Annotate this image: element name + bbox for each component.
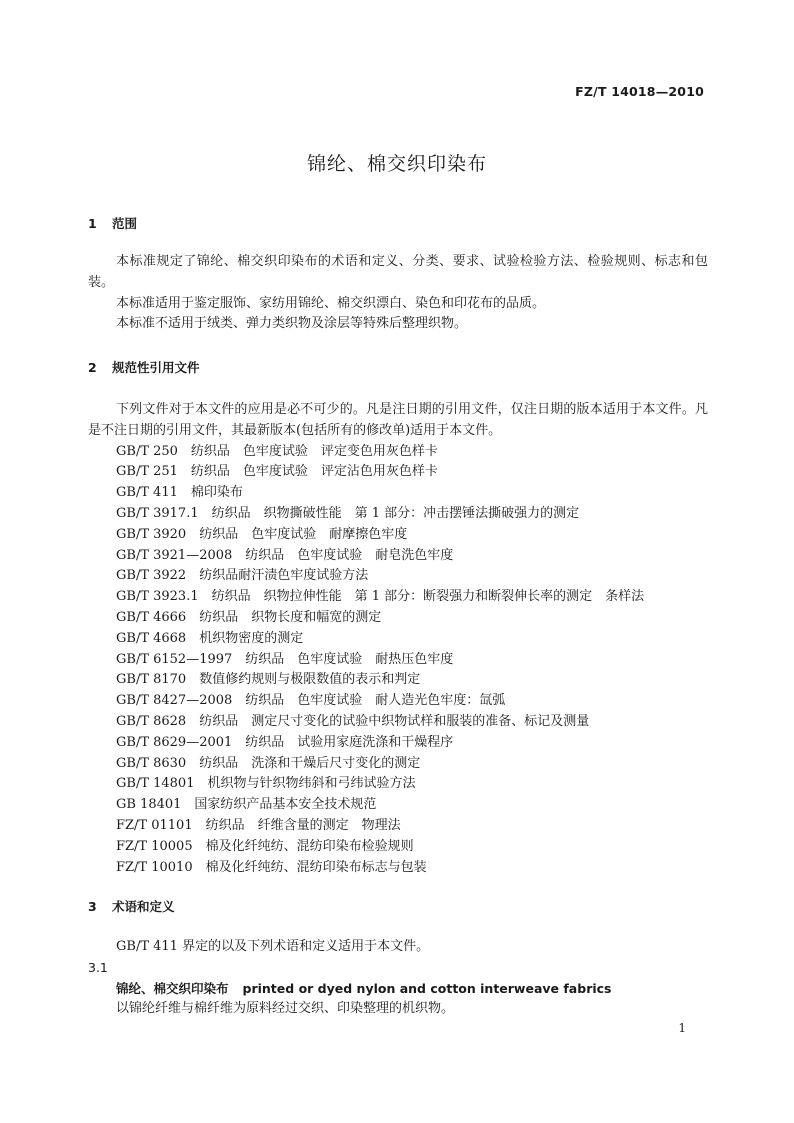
reference-item: GB/T 4668 机织物密度的测定 — [116, 630, 304, 646]
section-number: 2 — [88, 360, 97, 375]
reference-item: GB 18401 国家纺织产品基本安全技术规范 — [116, 797, 377, 813]
section-title: 范围 — [112, 216, 138, 231]
section-heading — [88, 358, 708, 379]
section-title: 规范性引用文件 — [112, 360, 200, 375]
standard-number: FZ/T 14018—2010 — [575, 84, 704, 99]
reference-item: GB/T 8630 纺织品 洗涤和干燥后尺寸变化的测定 — [116, 755, 421, 771]
section-title: 术语和定义 — [112, 899, 175, 914]
reference-item: GB/T 250 纺织品 色牢度试验 评定变色用灰色样卡 — [116, 443, 438, 459]
section-scope-body — [88, 252, 708, 335]
reference-item: FZ/T 10010 棉及化纤纯纺、混纺印染布标志与包装 — [116, 859, 427, 875]
section-heading — [88, 897, 708, 918]
reference-item: GB/T 411 棉印染布 — [116, 485, 243, 501]
term-english: printed or dyed nylon and cotton interweave fabrics — [242, 980, 612, 996]
reference-item: GB/T 3921—2008 纺织品 色牢度试验 耐皂洗色牢度 — [116, 547, 454, 563]
reference-item: GB/T 4666 纺织品 织物长度和幅宽的测定 — [116, 609, 382, 625]
reference-item: GB/T 6152—1997 纺织品 色牢度试验 耐热压色牢度 — [116, 651, 454, 667]
paragraph: 本标准适用于鉴定服饰、家纺用锦纶、棉交织漂白、染色和印花布的品质。 — [116, 295, 546, 311]
paragraph: 本标准规定了锦纶、棉交织印染布的术语和定义、分类、要求、试验检验方法、检验规则、标志和包装。 — [88, 254, 708, 290]
reference-item: GB/T 3917.1 纺织品 织物撕破性能 第 1 部分：冲击摆锤法撕破强力的测定 — [116, 505, 580, 521]
term-definition: 以锦纶纤维与棉纤维为原料经过交织、印染整理的机织物。 — [116, 1001, 455, 1017]
section-heading — [88, 214, 708, 235]
reference-item: GB/T 8170 数值修约规则与极限数值的表示和判定 — [116, 672, 421, 688]
document-title: 锦纶、棉交织印染布 — [306, 153, 487, 175]
term-title — [88, 979, 708, 1000]
reference-item: FZ/T 10005 棉及化纤纯纺、混纺印染布检验规则 — [116, 838, 414, 854]
section-scope — [88, 214, 708, 235]
section-number: 3 — [88, 899, 97, 914]
section-terms-definitions-body — [88, 937, 708, 1020]
reference-item: FZ/T 01101 纺织品 纤维含量的测定 物理法 — [116, 817, 401, 833]
reference-item: GB/T 251 纺织品 色牢度试验 评定沾色用灰色样卡 — [116, 464, 438, 480]
reference-item: GB/T 3920 纺织品 色牢度试验 耐摩擦色牢度 — [116, 526, 408, 542]
section-normative-references — [88, 358, 708, 379]
section-normative-references-body — [88, 400, 708, 878]
paragraph: 下列文件对于本文件的应用是必不可少的。凡是注日期的引用文件，仅注日期的版本适用于本文件。凡是不注日期的引用文件，其最新版本(包括所有的修改单)适用于本文件。 — [88, 402, 708, 438]
reference-item: GB/T 3922 纺织品耐汗渍色牢度试验方法 — [116, 568, 369, 584]
reference-item: GB/T 8628 纺织品 测定尺寸变化的试验中织物试样和服装的准备、标记及测量 — [116, 713, 590, 729]
page-number: 1 — [678, 1021, 686, 1035]
section-terms-definitions — [88, 897, 708, 918]
reference-item: GB/T 8629—2001 纺织品 试验用家庭洗涤和干燥程序 — [116, 734, 454, 750]
term-number: 3.1 — [88, 959, 108, 975]
term-chinese: 锦纶、棉交织印染布 — [116, 980, 229, 996]
reference-item: GB/T 14801 机织物与针织物纬斜和弓纬试验方法 — [116, 776, 416, 792]
section-number: 1 — [88, 216, 97, 231]
reference-item: GB/T 3923.1 纺织品 织物拉伸性能 第 1 部分：断裂强力和断裂伸长率的测定 条样法 — [116, 589, 645, 605]
paragraph: 本标准不适用于绒类、弹力类织物及涂层等特殊后整理织物。 — [116, 316, 468, 332]
paragraph: GB/T 411 界定的以及下列术语和定义适用于本文件。 — [116, 939, 430, 954]
reference-item: GB/T 8427—2008 纺织品 色牢度试验 耐人造光色牢度：氙弧 — [116, 693, 506, 709]
